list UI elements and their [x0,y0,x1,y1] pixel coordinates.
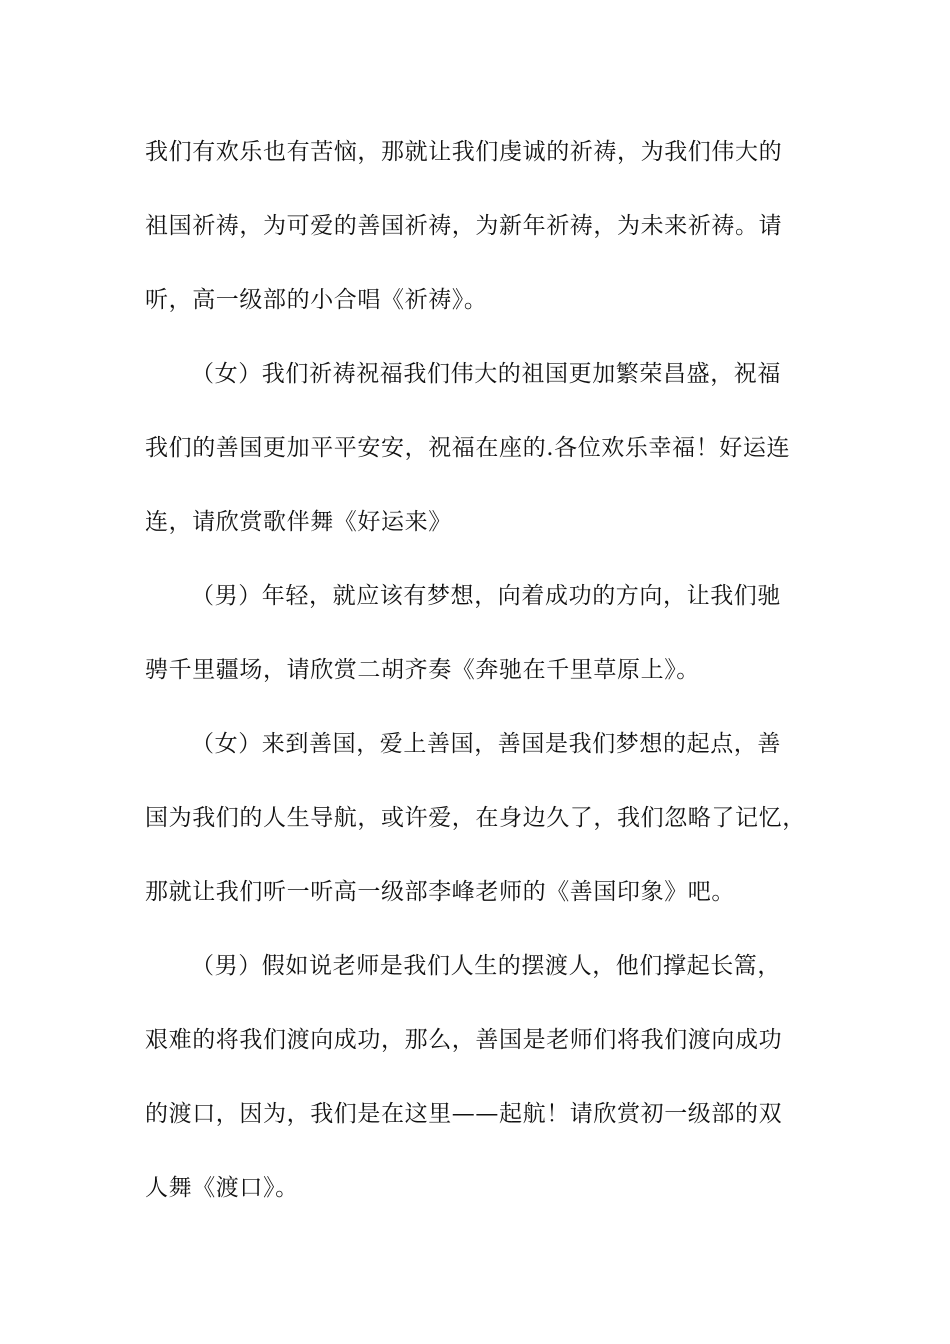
text-line: 艰难的将我们渡向成功，那么，善国是老师们将我们渡向成功 [145,1027,783,1053]
paragraph-start-line: （女）我们祈祷祝福我们伟大的祖国更加繁荣昌盛，祝福 [191,361,781,387]
text-line: 人舞《渡口》。 [145,1175,299,1201]
paragraph-start-line: （女）来到善国，爱上善国，善国是我们梦想的起点，善 [191,731,781,757]
text-line: 听，高一级部的小合唱《祈祷》。 [145,287,488,313]
paragraph-start-line: （男）年轻，就应该有梦想，向着成功的方向，让我们驰 [191,583,781,609]
text-line: 那就让我们听一听高一级部李峰老师的《善国印象》吧。 [145,879,735,905]
text-line: 的渡口，因为，我们是在这里——起航！请欣赏初一级部的双 [145,1101,783,1127]
text-line: 骋千里疆场，请欣赏二胡齐奏《奔驰在千里草原上》。 [145,657,700,683]
paragraph-start-line: （男）假如说老师是我们人生的摆渡人，他们撑起长篙， [191,953,781,979]
text-line: 国为我们的人生导航，或许爱，在身边久了，我们忽略了记忆， [145,805,806,831]
text-line: 我们有欢乐也有苦恼，那就让我们虔诚的祈祷，为我们伟大的 [145,139,783,165]
text-line: 我们的善国更加平平安安，祝福在座的.各位欢乐幸福！好运连 [145,435,791,461]
text-line: 连，请欣赏歌伴舞《好运来》 [145,509,452,535]
text-line: 祖国祈祷，为可爱的善国祈祷，为新年祈祷，为未来祈祷。请 [145,213,783,239]
document-body [145,125,810,1235]
